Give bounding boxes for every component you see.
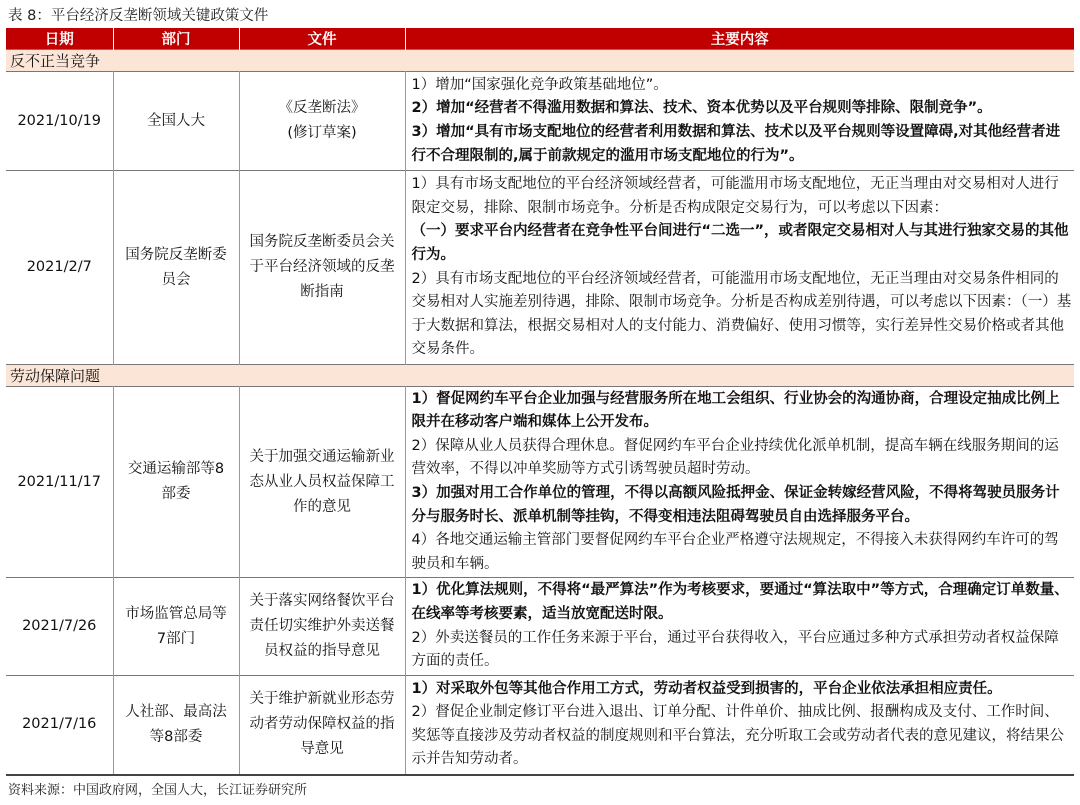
date-cell-line: 2021/2/7 bbox=[26, 259, 92, 275]
date-cell bbox=[6, 171, 113, 365]
document-cell bbox=[239, 676, 405, 775]
date-cell bbox=[6, 578, 113, 676]
section-header-row bbox=[6, 365, 1074, 387]
table-row bbox=[6, 578, 1074, 676]
policy-table bbox=[6, 28, 1074, 776]
department-cell-line: 交通运输部等8 bbox=[127, 461, 225, 477]
department-cell-line: 等8部委 bbox=[149, 728, 203, 745]
department-cell bbox=[113, 72, 239, 171]
document-cell bbox=[239, 578, 405, 676]
table-row bbox=[6, 171, 1074, 365]
department-cell bbox=[113, 171, 239, 365]
date-cell bbox=[6, 676, 113, 775]
department-cell-line: 7部门 bbox=[156, 630, 196, 647]
date-cell bbox=[6, 387, 113, 578]
department-cell bbox=[113, 387, 239, 578]
date-cell-line: 2021/7/26 bbox=[22, 618, 97, 634]
content-point: 1）增加“国家强化竞争政策基础地位”。 bbox=[411, 76, 668, 93]
date-cell-line: 2021/11/17 bbox=[17, 473, 102, 490]
header-document: 文件 bbox=[239, 28, 405, 50]
document-cell-line: 态从业人员权益保障工 bbox=[249, 473, 395, 490]
content-point: 1）具有市场支配地位的平台经济领域经营者，可能滥用市场支配地位，无正当理由对交易相对人进行限定交易，排除、限制市场竞争。分析是否构成限定交易行为，可以考虑以下因素： bbox=[411, 176, 1059, 216]
main-content-cell bbox=[405, 72, 1074, 171]
department-cell-line: 全国人大 bbox=[147, 112, 205, 129]
table-row bbox=[6, 676, 1074, 775]
document-cell-line: 责任切实维护外卖送餐 bbox=[249, 618, 395, 634]
content-point: 2）督促企业制定修订平台进入退出、订单分配、计件单价、抽成比例、报酬构成及支付、工作时间、奖惩等直接涉及劳动者权益的制度规则和平台算法，充分听取工会或劳动者代表的意见建议，将结果公示并告知劳动者。 bbox=[411, 704, 1064, 768]
department-cell-line: 市场监管总局等 bbox=[125, 605, 227, 622]
document-cell-line: 作的意见 bbox=[293, 498, 351, 515]
content-point: 2）保障从业人员获得合理休息。督促网约车平台企业持续优化派单机制，提高车辆在线服务期间的运营效率，不得以冲单奖励等方式引诱驾驶员超时劳动。 bbox=[411, 437, 1059, 478]
date-cell-line: 2021/7/16 bbox=[22, 716, 97, 733]
source-note: 资料来源：中国政府网，全国人大，长江证券研究所 bbox=[8, 783, 308, 798]
content-point: 2）增加“经营者不得滥用数据和算法、技术、资本优势以及平台规则等排除、限制竞争”。 bbox=[411, 100, 992, 117]
content-point: 3）加强对用工合作单位的管理，不得以高额风险抵押金、保证金转嫁经营风险，不得将驾驶员服务计分与服务时长、派单机制等挂钩，不得变相违法阻碍驾驶员自由选择服务平台。 bbox=[411, 485, 1060, 525]
department-cell bbox=[113, 676, 239, 775]
document-cell bbox=[239, 171, 405, 365]
content-point: 1）督促网约车平台企业加强与经营服务所在地工会组织、行业协会的沟通协商，合理设定抽成比例上限并在移动客户端和媒体上公开发布。 bbox=[411, 390, 1060, 431]
main-content-cell bbox=[405, 171, 1074, 365]
main-content-cell bbox=[405, 676, 1074, 775]
content-point: 2）外卖送餐员的工作任务来源于平台，通过平台获得收入，平台应通过多种方式承担劳动者权益保障方面的责任。 bbox=[411, 629, 1059, 670]
document-cell-line: 国务院反垄断委员会关 bbox=[249, 234, 395, 250]
table-row bbox=[6, 72, 1074, 171]
document-cell-line: 关于落实网络餐饮平台 bbox=[249, 593, 395, 609]
date-cell-line: 2021/10/19 bbox=[17, 112, 102, 129]
main-content-cell bbox=[405, 578, 1074, 676]
document-cell-line: 《反垄断法》 bbox=[278, 100, 366, 116]
table-body bbox=[6, 50, 1074, 775]
header-date: 日期 bbox=[6, 28, 113, 50]
document-cell-line: 关于加强交通运输新业 bbox=[249, 448, 395, 465]
table-row bbox=[6, 387, 1074, 578]
document-cell bbox=[239, 387, 405, 578]
department-cell-line: 国务院反垄断委 bbox=[125, 246, 227, 263]
content-point: 1）优化算法规则，不得将“最严算法”作为考核要求，要通过“算法取中”等方式，合理确定订单数量、在线率等考核要素，适当放宽配送时限。 bbox=[411, 582, 1069, 622]
department-cell-line: 员会 bbox=[161, 271, 191, 288]
content-point: （一）要求平台内经营者在竞争性平台间进行“二选一”，或者限定交易相对人与其进行独家交易的其他行为。 bbox=[411, 223, 1069, 263]
table-caption: 表 8：平台经济反垄断领域关键政策文件 bbox=[8, 8, 269, 24]
section-title: 反不正当竞争 bbox=[6, 50, 1074, 72]
department-cell-line: 人社部、最高法 bbox=[125, 703, 227, 720]
content-point: 2）具有市场支配地位的平台经济领域经营者，可能滥用市场支配地位，无正当理由对交易条件相同的交易相对人实施差别待遇，排除、限制市场竞争。分析是否构成差别待遇，可以考虑以下因素：（一）基于大数据和算法，根据交易相对人的支付能力、消费偏好、使用习惯等，实行差异性交易价格或者其他交易条件。 bbox=[411, 270, 1072, 358]
main-content-cell bbox=[405, 387, 1074, 578]
section-header-row bbox=[6, 50, 1074, 72]
header-department: 部门 bbox=[113, 28, 239, 50]
document-cell-line: 员权益的指导意见 bbox=[264, 643, 380, 659]
department-cell bbox=[113, 578, 239, 676]
document-cell-line: 于平台经济领域的反垄 bbox=[249, 259, 395, 275]
document-cell-line: 导意见 bbox=[300, 741, 344, 758]
document-cell-line: 动者劳动保障权益的指 bbox=[249, 716, 395, 733]
section-title: 劳动保障问题 bbox=[6, 365, 1074, 387]
document-cell-line: 关于维护新就业形态劳 bbox=[249, 691, 395, 708]
header-row bbox=[6, 28, 1074, 50]
content-point: 1）对采取外包等其他合作用工方式，劳动者权益受到损害的，平台企业依法承担相应责任。 bbox=[411, 680, 1002, 697]
document-cell-line: (修订草案) bbox=[287, 125, 357, 141]
department-cell-line: 部委 bbox=[161, 486, 191, 502]
date-cell bbox=[6, 72, 113, 171]
document-cell-line: 断指南 bbox=[300, 284, 344, 300]
document-cell bbox=[239, 72, 405, 171]
content-point: 3）增加“具有市场支配地位的经营者利用数据和算法、技术以及平台规则等设置障碍,对其他经营者进行不合理限制的,属于前款规定的滥用市场支配地位的行为”。 bbox=[411, 124, 1061, 164]
content-point: 4）各地交通运输主管部门要督促网约车平台企业严格遵守法规规定，不得接入未获得网约车许可的驾驶员和车辆。 bbox=[411, 532, 1059, 572]
header-main-content: 主要内容 bbox=[405, 28, 1074, 50]
